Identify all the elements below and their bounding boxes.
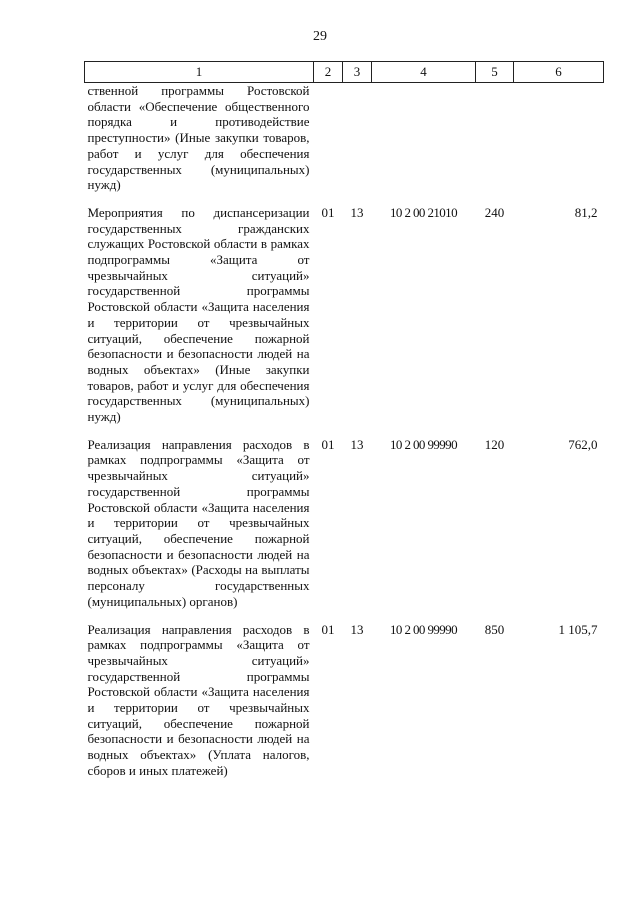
row-subsection: 13 [350,621,364,637]
page-number: 29 [313,29,327,44]
row-expense-type: 850 [484,621,505,637]
row-expense-type: 120 [484,436,505,452]
row-target-code: 10 2 00 99990 [390,436,457,452]
row-amount: 1 105,7 [558,621,598,637]
table-row [85,83,604,193]
row-section: 01 [321,436,335,452]
column-header: 1 [85,62,314,83]
column-header: 6 [514,62,604,83]
row-description: ственной программы Ростовской области «Обеспечение общественного порядка и противодействие преступности» (Иные закупки товаров, работ и услуг для обеспечения государственных (муниципальных) нужд) [87,83,310,193]
row-amount: 81,2 [574,204,598,220]
table-row [85,193,604,425]
column-header: 3 [343,62,372,83]
row-subsection [343,83,372,193]
column-header: 4 [372,62,476,83]
row-expense-type: 240 [484,204,505,220]
table-header-row [85,62,604,83]
row-section: 01 [321,621,335,637]
row-section: 01 [321,204,335,220]
row-description: Реализация направления расходов в рамках подпрограммы «Защита от чрезвычайных ситуаций» государственной программы Ростовской области «Защита населения и территории от чрезвычайных ситуаций, обеспечение пожарной безопасности и безопасности людей на водных объектах» (Расходы на выплаты персоналу государственных (муниципальных) органов) [87,436,310,609]
budget-table [84,61,604,779]
row-description: Мероприятия по диспансеризации государственных гражданских служащих Ростовской области в рамках подпрограммы «Защита от чрезвычайных ситуаций» государственной программы Ростовской области «Защита населения и территории от чрезвычайных ситуаций, обеспечение пожарной безопасности и безопасности людей на водных объектах» (Иные закупки товаров, работ и услуг для обеспечения государственных (муниципальных) нужд) [87,204,310,425]
row-target-code: 10 2 00 99990 [390,621,457,637]
row-target-code [372,83,476,193]
row-section [314,83,343,193]
row-target-code: 10 2 00 21010 [390,204,457,220]
row-amount: 762,0 [568,436,598,452]
table-row [85,425,604,610]
table-row [85,610,604,779]
row-subsection: 13 [350,436,364,452]
column-header: 5 [476,62,514,83]
column-header: 2 [314,62,343,83]
row-expense-type [476,83,514,193]
row-subsection: 13 [350,204,364,220]
row-amount [514,83,604,193]
row-description: Реализация направления расходов в рамках подпрограммы «Защита от чрезвычайных ситуаций» государственной программы Ростовской области «Защита населения и территории от чрезвычайных ситуаций, обеспечение пожарной безопасности и безопасности людей на водных объектах» (Уплата налогов, сборов и иных платежей) [87,621,310,778]
